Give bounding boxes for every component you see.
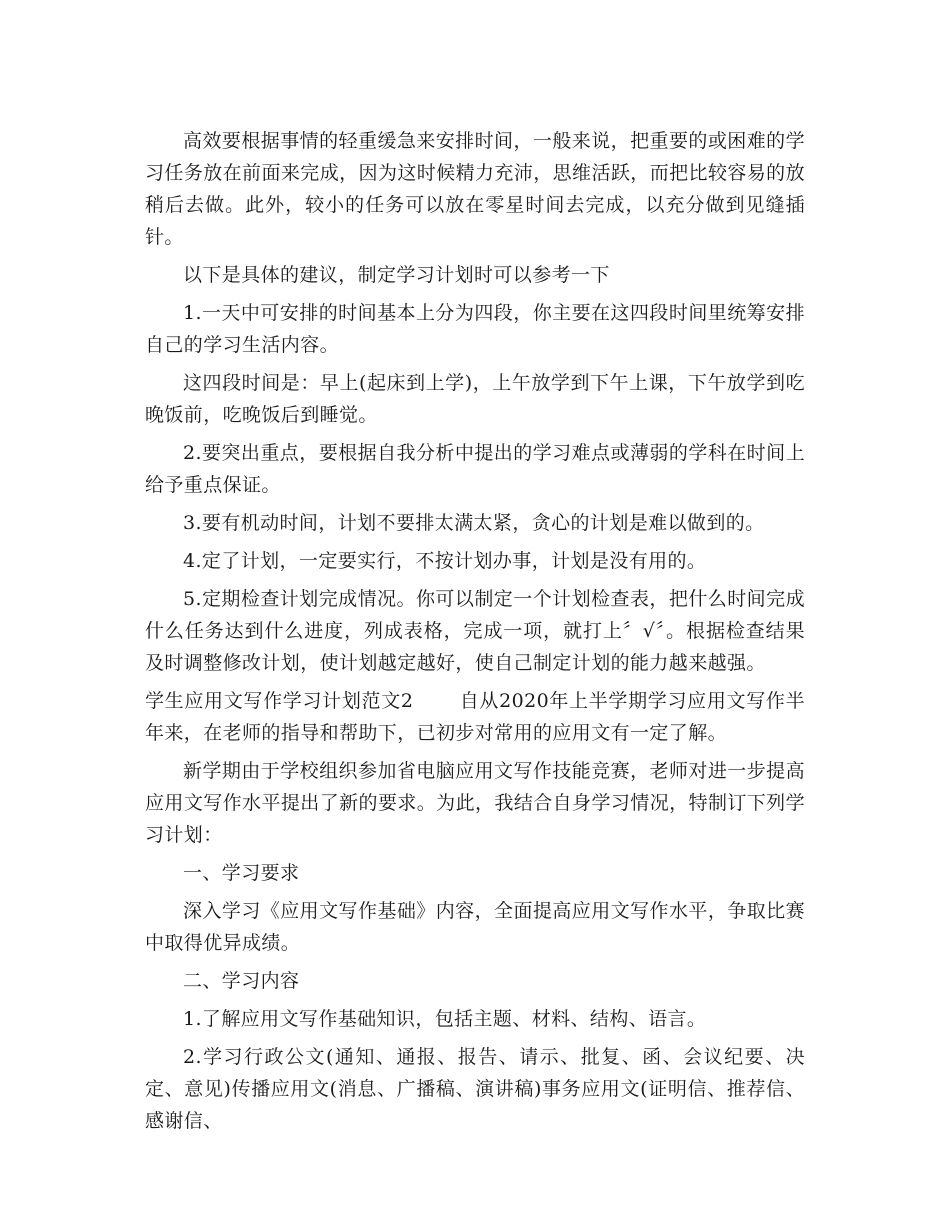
paragraph: 1.了解应用文写作基础知识，包括主题、材料、结构、语言。 [183, 1008, 707, 1030]
section-heading: 一、学习要求 [183, 862, 300, 884]
paragraph: 2.学习行政公文(通知、通报、报告、请示、批复、函、会议纪要、决定、意见)传播应用文(消息、广播稿、演讲稿)事务应用文(证明信、推荐信、感谢信、 [145, 1046, 805, 1132]
section-heading: 二、学习内容 [183, 970, 300, 992]
paragraph: 3.要有机动时间，计划不要排太满太紧，贪心的计划是难以做到的。 [183, 512, 765, 534]
section-intro: 自从2020年上半学期学习应用文写作半年来，在老师的指导和帮助下，已初步对常用的应用文有一定了解。 [145, 690, 805, 744]
paragraph: 2.要突出重点，要根据自我分析中提出的学习难点或薄弱的学科在时间上给予重点保证。 [145, 442, 805, 496]
paragraph: 高效要根据事情的轻重缓急来安排时间，一般来说，把重要的或困难的学习任务放在前面来完成，因为这时候精力充沛，思维活跃，而把比较容易的放稍后去做。此外，较小的任务可以放在零星时间去完成，以充分做到见缝插针。 [145, 130, 805, 248]
document-body [145, 125, 805, 1143]
paragraph: 这四段时间是：早上(起床到上学)，上午放学到下午上课，下午放学到吃晚饭前，吃晚饭后到睡觉。 [145, 372, 805, 426]
paragraph: 1.一天中可安排的时间基本上分为四段，你主要在这四段时间里统筹安排自己的学习生活内容。 [145, 302, 805, 356]
section-title: 学生应用文写作学习计划范文2 [145, 690, 414, 712]
paragraph: 新学期由于学校组织参加省电脑应用文写作技能竞赛，老师对进一步提高应用文写作水平提出了新的要求。为此，我结合自身学习情况，特制订下列学习计划： [145, 760, 805, 846]
paragraph: 深入学习《应用文写作基础》内容，全面提高应用文写作水平，争取比赛中取得优异成绩。 [145, 900, 805, 954]
paragraph: 以下是具体的建议，制定学习计划时可以参考一下 [183, 264, 610, 286]
paragraph: 4.定了计划，一定要实行，不按计划办事，计划是没有用的。 [183, 550, 707, 572]
paragraph: 5.定期检查计划完成情况。你可以制定一个计划检查表，把什么时间完成什么任务达到什么进度，列成表格，完成一项，就打上〞√〞。根据检查结果及时调整修改计划，使计划越定越好，使自己制定计划的能力越来越强。 [145, 588, 805, 674]
section-heading-paragraph [145, 685, 805, 749]
